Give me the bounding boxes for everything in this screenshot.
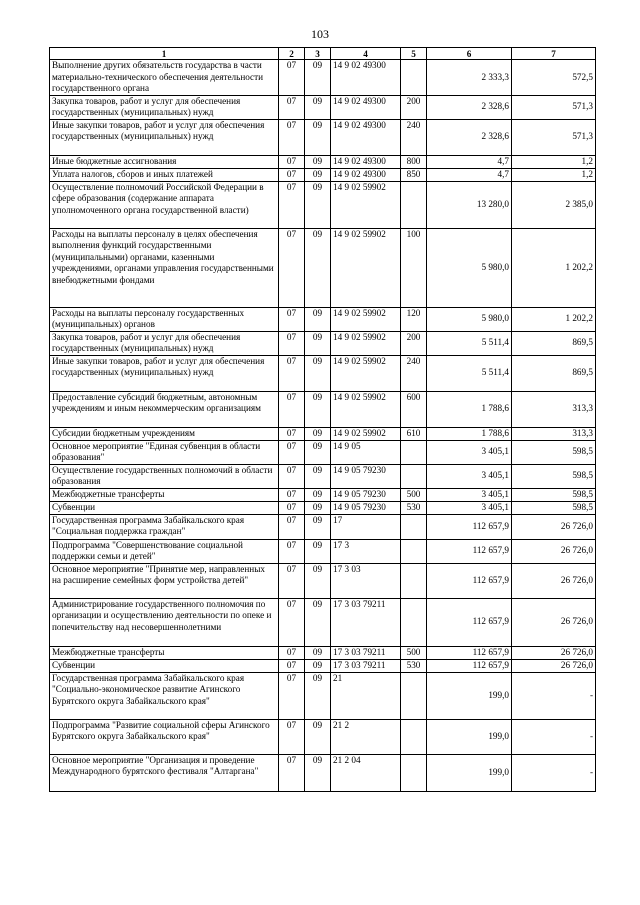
section-code: 07 — [279, 598, 305, 646]
row-name: Расходы на выплаты персоналу государственных (муниципальных) органов — [50, 307, 279, 331]
amount-col6: 3 405,1 — [427, 440, 512, 464]
column-header: 7 — [512, 48, 596, 60]
section-code: 07 — [279, 60, 305, 96]
subsection-code: 09 — [305, 659, 331, 672]
amount-col6: 4,7 — [427, 155, 512, 168]
subsection-code: 09 — [305, 307, 331, 331]
table-row — [50, 95, 596, 119]
amount-col7: 1 202,2 — [512, 307, 596, 331]
table-row — [50, 119, 596, 155]
column-header: 4 — [331, 48, 401, 60]
amount-col7: - — [512, 754, 596, 791]
table-row — [50, 60, 596, 96]
target-article-code: 17 3 03 79211 — [331, 646, 401, 659]
subsection-code: 09 — [305, 60, 331, 96]
column-header: 6 — [427, 48, 512, 60]
expense-type-code — [401, 754, 427, 791]
column-header: 5 — [401, 48, 427, 60]
target-article-code: 14 9 02 49300 — [331, 155, 401, 168]
row-name: Осуществление полномочий Российской Федерации в сфере образования (содержание аппарата уполномоченного органа государственной власти) — [50, 181, 279, 228]
section-code: 07 — [279, 501, 305, 514]
expense-type-code — [401, 719, 427, 754]
subsection-code: 09 — [305, 95, 331, 119]
expense-type-code — [401, 514, 427, 539]
amount-col7: 598,5 — [512, 464, 596, 488]
amount-col6: 5 511,4 — [427, 355, 512, 391]
amount-col7: 26 726,0 — [512, 514, 596, 539]
expense-type-code — [401, 60, 427, 96]
amount-col6: 199,0 — [427, 719, 512, 754]
amount-col7: 26 726,0 — [512, 598, 596, 646]
subsection-code: 09 — [305, 355, 331, 391]
budget-table — [49, 47, 596, 792]
table-row — [50, 427, 596, 440]
amount-col6: 3 405,1 — [427, 501, 512, 514]
section-code: 07 — [279, 391, 305, 427]
amount-col6: 112 657,9 — [427, 659, 512, 672]
target-article-code: 21 — [331, 672, 401, 719]
row-name: Основное мероприятие "Организация и проведение Международного бурятского фестиваля "Алтаргана" — [50, 754, 279, 791]
target-article-code: 14 9 02 59902 — [331, 181, 401, 228]
column-header: 3 — [305, 48, 331, 60]
subsection-code: 09 — [305, 119, 331, 155]
target-article-code: 14 9 02 59902 — [331, 427, 401, 440]
subsection-code: 09 — [305, 501, 331, 514]
row-name: Закупка товаров, работ и услуг для обеспечения государственных (муниципальных) нужд — [50, 331, 279, 355]
target-article-code: 17 3 03 79211 — [331, 659, 401, 672]
amount-col6: 5 511,4 — [427, 331, 512, 355]
expense-type-code — [401, 440, 427, 464]
expense-type-code: 100 — [401, 228, 427, 307]
row-name: Расходы на выплаты персоналу в целях обеспечения выполнения функций государственными (муниципальными) органами, казенными учреждениями, органами управления государственными внебюджетными фондами — [50, 228, 279, 307]
section-code: 07 — [279, 754, 305, 791]
amount-col6: 1 788,6 — [427, 427, 512, 440]
target-article-code: 14 9 02 59902 — [331, 391, 401, 427]
row-name: Администрирование государственного полномочия по организации и осуществлению деятельности по опеке и попечительству над несовершеннолетними — [50, 598, 279, 646]
subsection-code: 09 — [305, 155, 331, 168]
section-code: 07 — [279, 95, 305, 119]
table-row — [50, 672, 596, 719]
section-code: 07 — [279, 155, 305, 168]
expense-type-code: 500 — [401, 488, 427, 501]
section-code: 07 — [279, 307, 305, 331]
amount-col7: 869,5 — [512, 331, 596, 355]
row-name: Субвенции — [50, 659, 279, 672]
subsection-code: 09 — [305, 754, 331, 791]
subsection-code: 09 — [305, 391, 331, 427]
table-row — [50, 488, 596, 501]
section-code: 07 — [279, 427, 305, 440]
row-name: Основное мероприятие "Единая субвенция в области образования" — [50, 440, 279, 464]
expense-type-code: 600 — [401, 391, 427, 427]
subsection-code: 09 — [305, 514, 331, 539]
expense-type-code — [401, 181, 427, 228]
subsection-code: 09 — [305, 440, 331, 464]
section-code: 07 — [279, 514, 305, 539]
subsection-code: 09 — [305, 719, 331, 754]
subsection-code: 09 — [305, 464, 331, 488]
table-row — [50, 168, 596, 181]
table-row — [50, 646, 596, 659]
subsection-code: 09 — [305, 598, 331, 646]
section-code: 07 — [279, 355, 305, 391]
amount-col7: 313,3 — [512, 391, 596, 427]
amount-col7: 26 726,0 — [512, 539, 596, 563]
target-article-code: 14 9 02 49300 — [331, 119, 401, 155]
expense-type-code: 610 — [401, 427, 427, 440]
expense-type-code — [401, 539, 427, 563]
target-article-code: 14 9 05 79230 — [331, 464, 401, 488]
row-name: Предоставление субсидий бюджетным, автономным учреждениям и иным некоммерческим организациям — [50, 391, 279, 427]
subsection-code: 09 — [305, 672, 331, 719]
amount-col7: 1,2 — [512, 155, 596, 168]
subsection-code: 09 — [305, 427, 331, 440]
subsection-code: 09 — [305, 563, 331, 598]
amount-col7: 1,2 — [512, 168, 596, 181]
subsection-code: 09 — [305, 539, 331, 563]
amount-col7: 598,5 — [512, 440, 596, 464]
amount-col7: 1 202,2 — [512, 228, 596, 307]
target-article-code: 17 3 — [331, 539, 401, 563]
table-row — [50, 355, 596, 391]
expense-type-code — [401, 598, 427, 646]
section-code: 07 — [279, 563, 305, 598]
table-row — [50, 228, 596, 307]
amount-col7: 26 726,0 — [512, 659, 596, 672]
expense-type-code: 120 — [401, 307, 427, 331]
table-row — [50, 307, 596, 331]
amount-col7: 2 385,0 — [512, 181, 596, 228]
table-row — [50, 181, 596, 228]
row-name: Подпрограмма "Развитие социальной сферы Агинского Бурятского округа Забайкальского края" — [50, 719, 279, 754]
amount-col6: 112 657,9 — [427, 514, 512, 539]
expense-type-code — [401, 672, 427, 719]
target-article-code: 17 — [331, 514, 401, 539]
target-article-code: 14 9 02 49300 — [331, 60, 401, 96]
row-name: Уплата налогов, сборов и иных платежей — [50, 168, 279, 181]
target-article-code: 17 3 03 79211 — [331, 598, 401, 646]
expense-type-code: 240 — [401, 355, 427, 391]
target-article-code: 14 9 02 59902 — [331, 331, 401, 355]
target-article-code: 14 9 02 59902 — [331, 307, 401, 331]
target-article-code: 14 9 02 49300 — [331, 168, 401, 181]
section-code: 07 — [279, 440, 305, 464]
target-article-code: 14 9 02 49300 — [331, 95, 401, 119]
subsection-code: 09 — [305, 331, 331, 355]
subsection-code: 09 — [305, 646, 331, 659]
target-article-code: 14 9 02 59902 — [331, 228, 401, 307]
table-row — [50, 563, 596, 598]
table-row — [50, 391, 596, 427]
amount-col6: 5 980,0 — [427, 228, 512, 307]
section-code: 07 — [279, 119, 305, 155]
amount-col7: 869,5 — [512, 355, 596, 391]
row-name: Закупка товаров, работ и услуг для обеспечения государственных (муниципальных) нужд — [50, 95, 279, 119]
table-row — [50, 501, 596, 514]
table-row — [50, 539, 596, 563]
section-code: 07 — [279, 168, 305, 181]
column-header: 2 — [279, 48, 305, 60]
table-row — [50, 598, 596, 646]
amount-col6: 112 657,9 — [427, 539, 512, 563]
column-header: 1 — [50, 48, 279, 60]
page-number: 103 — [311, 27, 329, 41]
row-name: Основное мероприятие "Принятие мер, направленных на расширение семейных форм устройства детей" — [50, 563, 279, 598]
row-name: Подпрограмма "Совершенствование социальной поддержки семьи и детей" — [50, 539, 279, 563]
target-article-code: 21 2 04 — [331, 754, 401, 791]
amount-col6: 3 405,1 — [427, 464, 512, 488]
row-name: Выполнение других обязательств государства в части материально-технического обеспечения деятельности государственного органа — [50, 60, 279, 96]
expense-type-code — [401, 563, 427, 598]
subsection-code: 09 — [305, 488, 331, 501]
header-row — [50, 48, 596, 60]
expense-type-code: 530 — [401, 659, 427, 672]
amount-col7: 598,5 — [512, 488, 596, 501]
target-article-code: 21 2 — [331, 719, 401, 754]
section-code: 07 — [279, 488, 305, 501]
amount-col6: 4,7 — [427, 168, 512, 181]
table-row — [50, 514, 596, 539]
table-row — [50, 155, 596, 168]
section-code: 07 — [279, 331, 305, 355]
table-row — [50, 754, 596, 791]
subsection-code: 09 — [305, 181, 331, 228]
section-code: 07 — [279, 228, 305, 307]
section-code: 07 — [279, 719, 305, 754]
table-row — [50, 464, 596, 488]
expense-type-code: 200 — [401, 331, 427, 355]
row-name: Межбюджетные трансферты — [50, 488, 279, 501]
amount-col6: 5 980,0 — [427, 307, 512, 331]
section-code: 07 — [279, 539, 305, 563]
amount-col6: 112 657,9 — [427, 563, 512, 598]
row-name: Осуществление государственных полномочий в области образования — [50, 464, 279, 488]
amount-col7: 572,5 — [512, 60, 596, 96]
table-row — [50, 719, 596, 754]
table-row — [50, 659, 596, 672]
target-article-code: 14 9 05 79230 — [331, 488, 401, 501]
amount-col7: - — [512, 672, 596, 719]
amount-col6: 199,0 — [427, 672, 512, 719]
row-name: Субсидии бюджетным учреждениям — [50, 427, 279, 440]
expense-type-code: 240 — [401, 119, 427, 155]
row-name: Иные закупки товаров, работ и услуг для обеспечения государственных (муниципальных) нужд — [50, 119, 279, 155]
target-article-code: 14 9 02 59902 — [331, 355, 401, 391]
expense-type-code: 850 — [401, 168, 427, 181]
row-name: Субвенции — [50, 501, 279, 514]
amount-col6: 3 405,1 — [427, 488, 512, 501]
amount-col7: 598,5 — [512, 501, 596, 514]
subsection-code: 09 — [305, 168, 331, 181]
section-code: 07 — [279, 659, 305, 672]
amount-col6: 2 333,3 — [427, 60, 512, 96]
amount-col7: 26 726,0 — [512, 563, 596, 598]
row-name: Иные закупки товаров, работ и услуг для обеспечения государственных (муниципальных) нужд — [50, 355, 279, 391]
amount-col6: 2 328,6 — [427, 119, 512, 155]
expense-type-code: 800 — [401, 155, 427, 168]
amount-col6: 1 788,6 — [427, 391, 512, 427]
section-code: 07 — [279, 464, 305, 488]
expense-type-code: 530 — [401, 501, 427, 514]
target-article-code: 17 3 03 — [331, 563, 401, 598]
expense-type-code — [401, 464, 427, 488]
amount-col6: 2 328,6 — [427, 95, 512, 119]
amount-col7: 571,3 — [512, 95, 596, 119]
amount-col6: 112 657,9 — [427, 646, 512, 659]
subsection-code: 09 — [305, 228, 331, 307]
amount-col6: 13 280,0 — [427, 181, 512, 228]
expense-type-code: 200 — [401, 95, 427, 119]
table-row — [50, 440, 596, 464]
amount-col7: 26 726,0 — [512, 646, 596, 659]
row-name: Государственная программа Забайкальского края "Социальная поддержка граждан" — [50, 514, 279, 539]
row-name: Межбюджетные трансферты — [50, 646, 279, 659]
amount-col7: 313,3 — [512, 427, 596, 440]
section-code: 07 — [279, 646, 305, 659]
amount-col6: 199,0 — [427, 754, 512, 791]
section-code: 07 — [279, 181, 305, 228]
target-article-code: 14 9 05 79230 — [331, 501, 401, 514]
amount-col7: - — [512, 719, 596, 754]
amount-col6: 112 657,9 — [427, 598, 512, 646]
row-name: Иные бюджетные ассигнования — [50, 155, 279, 168]
table-row — [50, 331, 596, 355]
section-code: 07 — [279, 672, 305, 719]
expense-type-code: 500 — [401, 646, 427, 659]
target-article-code: 14 9 05 — [331, 440, 401, 464]
amount-col7: 571,3 — [512, 119, 596, 155]
row-name: Государственная программа Забайкальского края "Социально-экономическое развитие Агинского Бурятского округа Забайкальского края" — [50, 672, 279, 719]
